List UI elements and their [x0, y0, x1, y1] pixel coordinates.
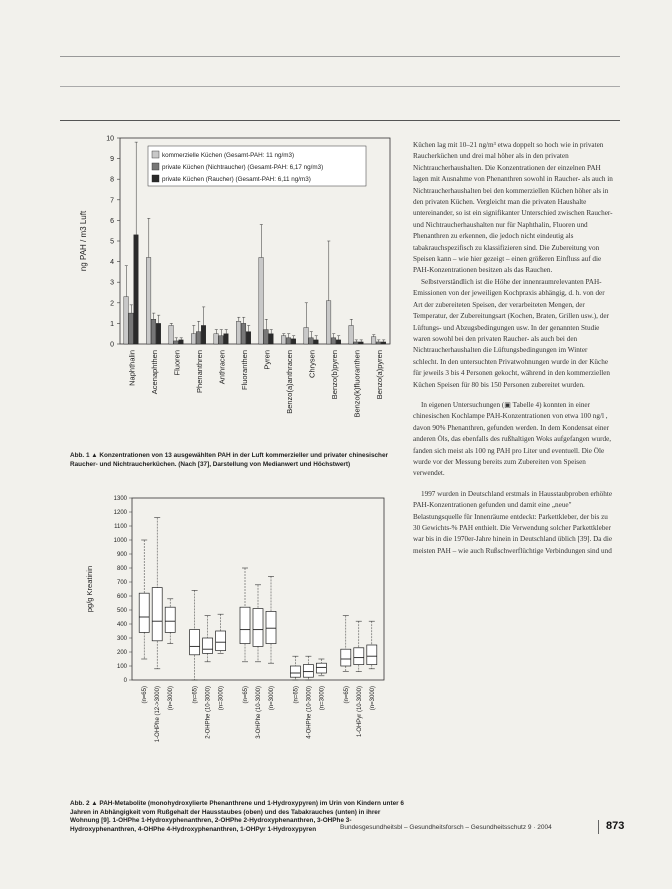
- bar: [304, 328, 309, 344]
- box: [152, 588, 162, 641]
- x-tick-label: Fluoren: [172, 350, 182, 376]
- y-tick-label: 7: [110, 197, 114, 205]
- x-tick-label: Naphthalin: [127, 350, 137, 386]
- legend: [148, 146, 366, 186]
- box: [203, 638, 213, 653]
- figure1-bar-chart: [70, 128, 400, 448]
- legend-label: private Küchen (Raucher) (Gesamt-PAH: 6,11 ng/m3): [162, 176, 311, 183]
- box: [165, 607, 175, 632]
- journal-footer: Bundesgesundheitsbl – Gesundheitsforsch – Gesundheitsschutz 9 · 2004: [340, 824, 552, 831]
- bar: [381, 342, 386, 344]
- x-tick-label: Benzo(b)pyren: [329, 350, 339, 400]
- bar: [259, 257, 264, 344]
- bar: [246, 332, 251, 344]
- box: [216, 631, 226, 651]
- y-tick-label: 10: [106, 135, 114, 143]
- y-tick-label: 4: [110, 259, 114, 267]
- box: [240, 607, 250, 643]
- x-tick-label: Benzo(k)fluoranthen: [352, 350, 362, 418]
- article-paragraph: 1997 wurden in Deutschland erstmals in Hausstaubproben erhöhte PAH-Konzentrationen gefunden und damit eine „neue" Belastungsquelle für Innenräume entdeckt: Parkettkleber, der bis zu 30 Gewichts-% PAH enthielt. Die Verwendung solcher Parkettkleber war bis in die 1970er-Jahre hinein in Deutschland üblich [39]. Da die meisten PAH – wie auch Rußschwerflüchtige Verbindungen sind und: [413, 489, 613, 555]
- footer-divider: [598, 820, 599, 834]
- bar: [224, 334, 229, 344]
- box: [139, 593, 149, 632]
- bar: [336, 340, 341, 344]
- bar: [314, 340, 319, 344]
- bar: [146, 257, 151, 344]
- figure2-box-plot: [80, 490, 410, 790]
- box: [367, 645, 377, 665]
- x-tick-label: 1-OHPhe (12->3000): [155, 686, 162, 743]
- box: [253, 609, 263, 647]
- x-tick-label: (n=3000): [369, 686, 376, 711]
- legend-swatch: [152, 151, 159, 158]
- y-tick-label: 9: [110, 156, 114, 164]
- header-rule-2: [60, 86, 620, 87]
- article-paragraph: In eigenen Untersuchungen (▣ Tabelle 4) konnten in einer chinesischen Kochlampe PAH-Konzentrationen von etwa 100 ng/l , davon 90% Phenanthren, gefunden werden. In dem Kondensat einer anderen Öls, das ebenfalls des rußhaltigen Woks aufgefangen wurde, fanden sich meist als 100 ng PAH pro Liter und eventuell. Die Öle wurde vor der Messung bereits zum Zubereiten von Speisen verwendet.: [413, 400, 612, 478]
- x-tick-label: 2-OHPhe (10-3000): [205, 686, 212, 739]
- bar: [156, 323, 161, 344]
- y-tick-label: 0: [123, 678, 127, 685]
- bar: [151, 319, 156, 344]
- legend-label: kommerzielle Küchen (Gesamt-PAH: 11 ng/m3): [162, 152, 295, 159]
- bar: [236, 321, 241, 344]
- x-tick-label: 1-OHPyr (10-3000): [356, 686, 363, 738]
- box: [354, 648, 364, 665]
- x-tick-label: Pyren: [262, 350, 272, 370]
- y-tick-label: 8: [110, 176, 114, 184]
- box: [303, 665, 313, 678]
- bar: [214, 334, 219, 344]
- article-text-column: [413, 140, 613, 557]
- bar: [354, 342, 359, 344]
- x-tick-label: Phenanthren: [194, 350, 204, 393]
- y-tick-label: 6: [110, 217, 114, 225]
- bar: [269, 334, 274, 344]
- bar: [291, 339, 296, 344]
- bar: [179, 340, 184, 344]
- article-paragraph: Küchen lag mit 10–21 ng/m³ etwa doppelt so hoch wie in privaten Raucherküchen und drei mal höher als in den privaten Nichtraucherhaushalten. Die Konzentrationen der einzelnen PAH lagen mit Ausnahme von Phenanthren sowohl in Raucher- als auch in Nichtraucherhaushalten bei den kommerziellen Küchen höher als in den privaten Küchen. Vergleicht man die privaten Haushalte untereinander, so ist ein signifikanter Unterschied zwischen Raucher- und Nichtraucherhaushalten nur für Naphthalin, Fluoren und Phenanthren zu erkennen, die jedoch nicht eindeutig als tabakrauchspezifisch zu klassifizieren sind. Die Zubereitung von Speisen kann – wie hier gezeigt – einen größeren Einfluss auf die PAH-Konzentrationen besitzen als das Rauchen.: [413, 141, 613, 275]
- x-tick-label: Chrysen: [307, 350, 317, 378]
- header-rule-3: [60, 120, 620, 121]
- x-tick-label: (n=65): [142, 686, 149, 704]
- y-tick-label: 200: [116, 650, 127, 657]
- figure1-caption: Abb. 1 ▲ Konzentrationen von 13 ausgewählten PAH in der Luft kommerzieller und privater chinesischer Raucher- und Nichtraucherküchen. (Nach [37], Darstellung von Medianwert und Höchstwert): [70, 452, 388, 468]
- x-tick-label: (n=65): [192, 686, 199, 704]
- y-tick-label: 1100: [114, 524, 127, 531]
- figure2-caption: Abb. 2 ▲ PAH-Metabolite (monohydroxylierte Phenanthrene und 1-Hydroxypyren) im Urin von Kindern unter 6 Jahren in Abhängigkeit vom Rußgehalt der Hausstaubes (oben) und des Tabakrauches (unten) in ihrer Wohnung [9]. 1-OHPhe 1-Hydroxyphenanthren, 2-OHPhe 2-Hydroxyphenanthren, 3-OHPhe 3-Hydroxyphenanthren, 4-OHPhe 4-Hydroxyphenanthren, 1-OHPyr 1-Hydroxypyren: [70, 800, 404, 833]
- bar: [349, 325, 354, 344]
- y-tick-label: 3: [110, 279, 114, 287]
- bar: [196, 332, 201, 344]
- box: [266, 611, 276, 643]
- page-number: 873: [606, 820, 625, 832]
- bar: [281, 336, 286, 344]
- y-tick-label: 600: [116, 594, 127, 601]
- bar: [134, 235, 139, 344]
- x-tick-label: Acenaphthen: [149, 350, 159, 395]
- box: [190, 630, 200, 655]
- y-tick-label: 900: [116, 552, 127, 559]
- header-rule-1: [60, 56, 620, 57]
- bar: [331, 338, 336, 344]
- y-tick-label: 1200: [113, 510, 127, 517]
- bar: [309, 338, 314, 344]
- x-tick-label: (n=65): [343, 686, 350, 704]
- y-tick-label: 400: [116, 622, 127, 629]
- bar: [286, 338, 291, 344]
- x-tick-label: (n=65): [293, 686, 300, 704]
- x-tick-label: 4-OHPhe (10-3000): [306, 686, 313, 739]
- bar: [129, 313, 134, 344]
- bar: [264, 330, 269, 344]
- y-tick-label: 5: [110, 238, 114, 246]
- legend-label: private Küchen (Nichtraucher) (Gesamt-PAH: 6,17 ng/m3): [162, 164, 324, 171]
- y-tick-label: 100: [116, 664, 127, 671]
- x-tick-label: Anthracen: [217, 350, 227, 385]
- y-tick-label: 2: [110, 300, 114, 308]
- bar: [241, 323, 246, 344]
- x-tick-label: Fluoranthen: [239, 350, 249, 391]
- x-tick-label: (n=3000): [269, 686, 275, 711]
- bar: [326, 301, 331, 344]
- bar: [376, 342, 381, 344]
- bar: [371, 337, 376, 344]
- y-tick-label: 800: [116, 566, 127, 573]
- article-paragraph: Selbstverständlich ist die Höhe der innenraumrelevanten PAH-Emissionen von der jeweiligen Kochpraxis abhängig, d. h. von der Art der zubereiteten Speisen, der verarbeiteten Mengen, der Temperatur, der Zubereitungsart (Kochen, Braten, Grillen usw.), der Lüftungs- und Abzugsbedingungen usw. In der genannten Studie waren sowohl bei den privaten Raucher- als auch bei den Nichtraucherhaushalten die Lüftungsbedingungen im Winter schlecht. In den untersuchten Privatwohnungen wurde in der Küche für jeweils 3 bis 4 Personen gekocht, während in den kommerziellen Küchen Speisen für 80 bis 150 Personen zubereitet wurden.: [413, 277, 611, 389]
- x-tick-label: Benzo(a)anthracen: [284, 350, 294, 414]
- legend-swatch: [152, 163, 159, 170]
- y-tick-label: 500: [116, 608, 127, 615]
- legend-swatch: [152, 175, 159, 182]
- y-tick-label: 1300: [113, 496, 127, 503]
- bar: [359, 342, 364, 344]
- x-tick-label: (n=3000): [168, 686, 175, 711]
- bar: [219, 336, 224, 344]
- x-tick-label: (n=3000): [218, 686, 225, 711]
- y-tick-label: 1000: [113, 538, 127, 545]
- bar: [191, 334, 196, 344]
- x-tick-label: Benzo(a)pyren: [374, 350, 384, 400]
- box: [290, 666, 300, 677]
- box: [316, 663, 326, 673]
- y-tick-label: 1: [110, 320, 114, 328]
- x-tick-label: 3-OHPhe (10-3000): [256, 686, 262, 739]
- bar: [201, 325, 206, 344]
- x-tick-label: (n=3000): [319, 686, 326, 711]
- y-tick-label: 300: [116, 636, 127, 643]
- y-axis-label: pg/g Kreatinin: [85, 565, 94, 613]
- bar: [169, 325, 174, 344]
- y-tick-label: 0: [110, 341, 114, 349]
- bar: [124, 297, 129, 344]
- y-tick-label: 700: [116, 580, 127, 587]
- y-axis-label: ng PAH / m3 Luft: [79, 210, 88, 272]
- bar: [174, 341, 179, 344]
- x-tick-label: (n=65): [243, 686, 249, 704]
- box: [341, 649, 351, 666]
